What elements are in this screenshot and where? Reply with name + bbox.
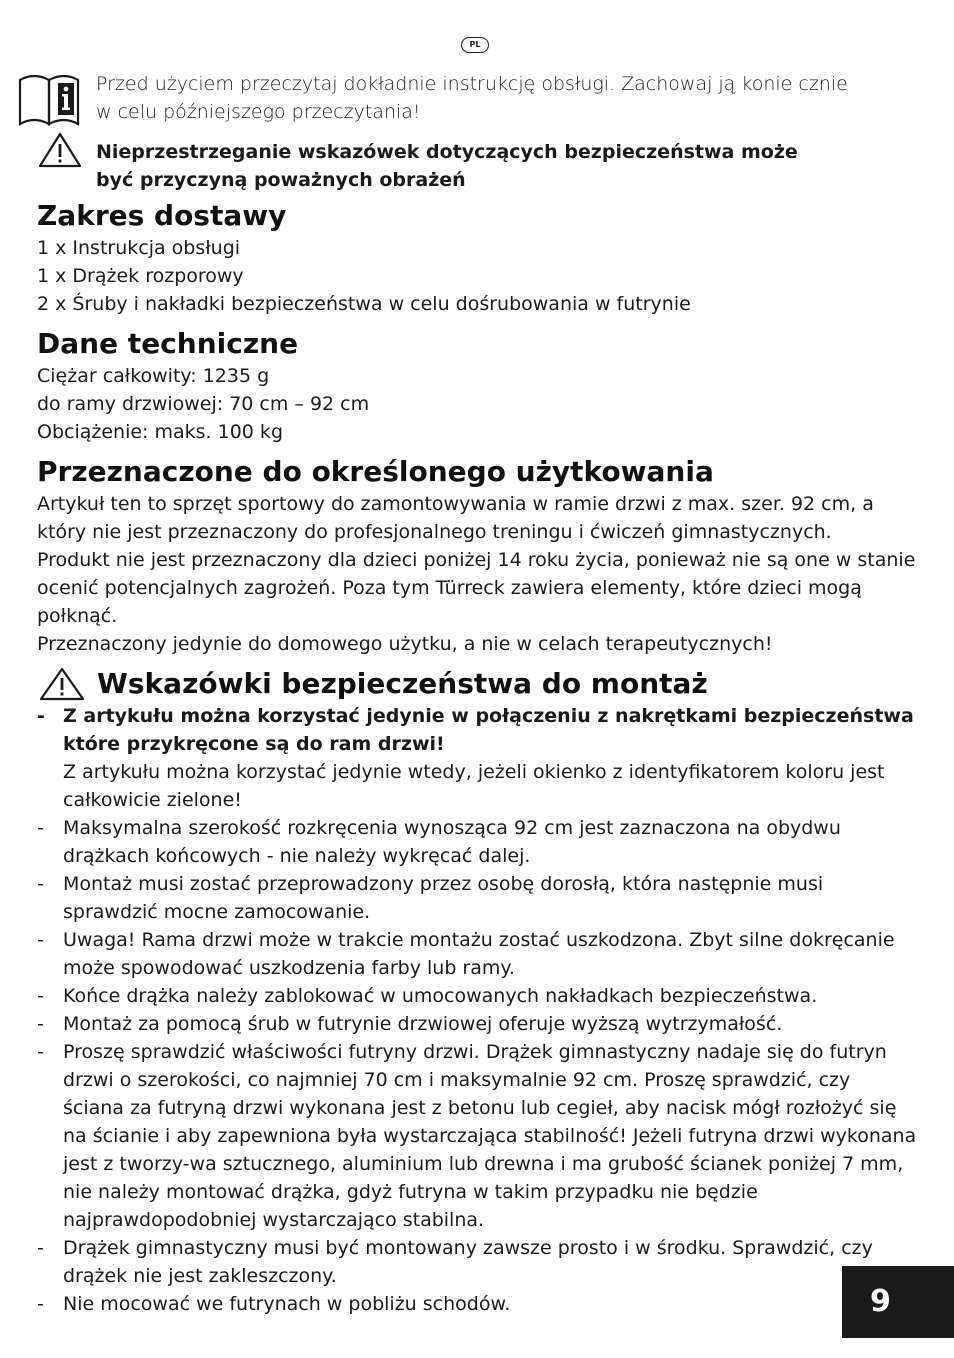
warning-line-2: być przyczyną poważnych obrażeń [96, 169, 466, 191]
language-badge: PL [461, 37, 489, 53]
safety-list [37, 702, 917, 1318]
list-item: - Maksymalna szerokość rozkręcenia wynosząca 92 cm jest zaznaczona na obydwu drążkach końcowych - nie należy wykręcać dalej. [37, 817, 841, 867]
list-item: - Końce drążka należy zablokować w umocowanych nakładkach bezpieczeństwa. [37, 985, 818, 1007]
intended-use-paragraph: Przeznaczony jedynie do domowego użytku, a nie w celach terapeutycznych! [37, 633, 773, 655]
delivery-item: 1 x Drążek rozporowy [37, 265, 244, 287]
list-item: - Montaż musi zostać przeprowadzony przez osobę dorosłą, która następnie musi sprawdzić mocne zamocowanie. [37, 873, 824, 923]
safety-first-rest: Z artykułu można korzystać jedynie wtedy, jeżeli okienko z identyfikatorem koloru jest całkowicie zielone! [63, 761, 885, 811]
safety-first-bold: Z artykułu można korzystać jedynie w połączeniu z nakrętkami bezpieczeństwa które przykręcone są do ram drzwi! [63, 705, 914, 755]
tech-item: Ciężar całkowity: 1235 g [37, 365, 270, 387]
main-content [37, 198, 917, 1318]
read-manual-icon [18, 72, 80, 126]
intended-use-paragraph: Artykuł ten to sprzęt sportowy do zamontowywania w ramie drzwi z max. szer. 92 cm, a który nie jest przeznaczony do profesjonalnego treningu i ćwiczeń gimnastycznych. [37, 493, 874, 543]
delivery-item: 1 x Instrukcja obsługi [37, 237, 241, 259]
page-number: 9 [842, 1266, 954, 1338]
tech-item: Obciążenie: maks. 100 kg [37, 421, 283, 443]
list-item: - Drążek gimnastyczny musi być montowany zawsze prosto i w środku. Sprawdzić, czy drążek nie jest zakleszczony. [37, 1237, 873, 1287]
safety-heading-row [37, 666, 917, 702]
intro-line-2: w celu późniejszego przeczytania! [96, 101, 421, 123]
intended-use-paragraph: Produkt nie jest przeznaczony dla dzieci poniżej 14 roku życia, ponieważ nie są one w stanie ocenić potencjalnych zagrożeń. Poza tym Türreck zawiera elementy, które dzieci mogą połknąć. [37, 549, 916, 627]
intro-line-1: Przed użyciem przeczytaj dokładnie instrukcję obsługi. Zachowaj ją konie cznie [96, 73, 848, 95]
intended-use-heading: Przeznaczone do określonego użytkowania [37, 455, 714, 488]
safety-warning [96, 138, 896, 194]
tech-item: do ramy drzwiowej: 70 cm – 92 cm [37, 393, 370, 415]
warning-line-1: Nieprzestrzeganie wskazówek dotyczących bezpieczeństwa może [96, 141, 798, 163]
delivery-heading: Zakres dostawy [37, 199, 287, 232]
delivery-item: 2 x Śruby i nakładki bezpieczeństwa w celu dośrubowania w futrynie [37, 293, 691, 315]
list-item: - Montaż za pomocą śrub w futrynie drzwiowej oferuje wyższą wytrzymałość. [37, 1013, 783, 1035]
warning-icon [37, 667, 87, 701]
list-item: - Uwaga! Rama drzwi może w trakcie montażu zostać uszkodzona. Zbyt silne dokręcanie może spowodować uszkodzenia farby lub ramy. [37, 929, 895, 979]
intro-notice [96, 70, 896, 126]
warning-icon [38, 132, 82, 168]
list-item: - Z artykułu można korzystać jedynie w połączeniu z nakrętkami bezpieczeństwa które przykręcone są do ram drzwi! Z artykułu można korzystać jedynie wtedy, jeżeli okienko z identyfikatorem koloru jest całkowicie zielone! [37, 702, 917, 814]
tech-heading: Dane techniczne [37, 327, 299, 360]
list-item: - Proszę sprawdzić właściwości futryny drzwi. Drążek gimnastyczny nadaje się do futryn drzwi o szerokości, co najmniej 70 cm i maksymalnie 92 cm. Proszę sprawdzić, czy ściana za futryną drzwi wykonana jest z betonu lub cegieł, aby nacisk mógł rozłożyć się na ścianie i aby zapewniona była wystarczająca stabilność! Jeżeli futryna drzwi wykonana jest z tworzy-wa sztucznego, aluminium lub drewna i ma grubość ścianek poniżej 7 mm, nie należy montować drążka, gdyż futryna w takim przypadku nie będzie najprawdopodobniej wystarczająco stabilna. [37, 1041, 917, 1231]
list-item: - Nie mocować we futrynach w pobliżu schodów. [37, 1293, 511, 1315]
safety-heading: Wskazówki bezpieczeństwa do montaż [97, 667, 708, 700]
